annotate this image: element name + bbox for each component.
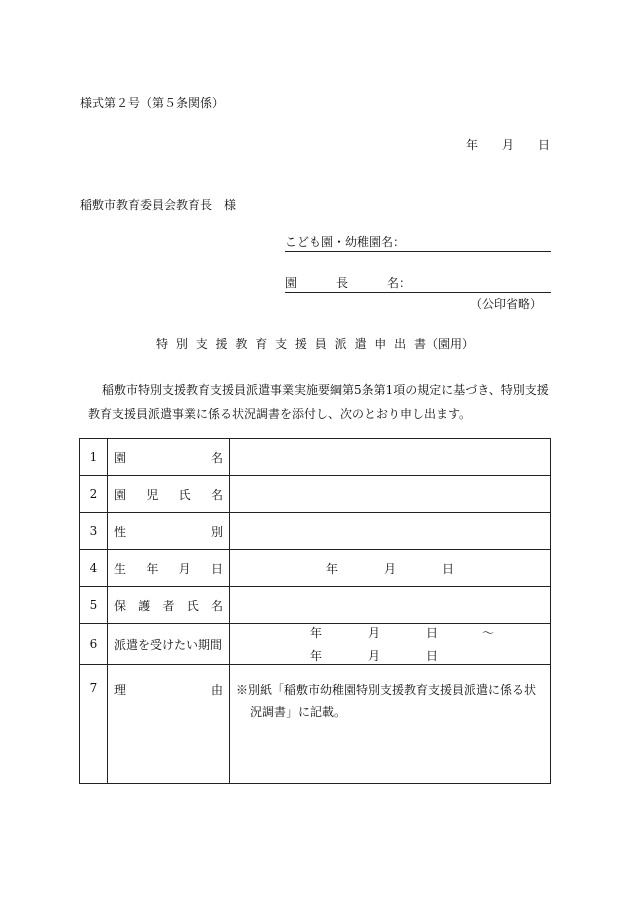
- row-label: 生 年 月 日: [108, 550, 230, 587]
- row-number: 1: [80, 439, 108, 476]
- table-row: [80, 624, 551, 665]
- school-name-field[interactable]: [285, 235, 551, 252]
- row-label: 園 名: [108, 439, 230, 476]
- range-tilde: ～: [481, 626, 494, 640]
- date-day: 日: [537, 138, 550, 152]
- reason-value[interactable]: [230, 665, 551, 784]
- row-label: 性 別: [108, 513, 230, 550]
- form-number: 様式第２号（第５条関係）: [80, 96, 225, 110]
- row-label: 理 由: [108, 665, 230, 784]
- row-number: 3: [80, 513, 108, 550]
- kindergarten-name-value[interactable]: [230, 439, 551, 476]
- application-table: [79, 438, 551, 784]
- body-paragraph: 稲敷市特別支援教育支援員派遣事業実施要綱第5条第1項の規定に基づき、特別支援教育支援員派遣事業に係る状況調書を添付し、次のとおり申し出ます。: [88, 383, 549, 421]
- school-name-label: こども園・幼稚園名：: [285, 235, 406, 249]
- date-line: [466, 138, 550, 152]
- table-row: [80, 550, 551, 587]
- table-row: [80, 439, 551, 476]
- row-label: 園 児 氏 名: [108, 476, 230, 513]
- seal-omitted-note: （公印省略）: [470, 297, 543, 311]
- row-label: 保 護 者 氏 名: [108, 587, 230, 624]
- table-row: [80, 476, 551, 513]
- principal-name-label: 園 長 名：: [285, 276, 411, 290]
- document-title: 特 別 支 援 教 育 支 援 員 派 遣 申 出 書（園用）: [156, 337, 474, 351]
- guardian-name-value[interactable]: [230, 587, 551, 624]
- date-year: 年: [466, 138, 479, 152]
- reason-note: ※別紙「稲敷市幼稚園特別支援教育支援員派遣に係る状況調書」に記載。: [236, 683, 537, 719]
- row-number: 7: [80, 665, 108, 784]
- row-number: 2: [80, 476, 108, 513]
- row-label: 派遣を受けたい期間: [108, 624, 230, 665]
- addressee: 稲敷市教育委員会教育長 様: [80, 198, 237, 212]
- gender-value[interactable]: [230, 513, 551, 550]
- table-row: [80, 665, 551, 784]
- row-number: 4: [80, 550, 108, 587]
- row-number: 5: [80, 587, 108, 624]
- table-row: [80, 587, 551, 624]
- date-month: 月: [501, 138, 514, 152]
- principal-name-field[interactable]: [285, 276, 551, 293]
- table-row: [80, 513, 551, 550]
- row-number: 6: [80, 624, 108, 665]
- dispatch-period-value[interactable]: 年 月 日 ～ 年 月 日: [230, 624, 551, 665]
- birthdate-value[interactable]: 年 月 日: [230, 550, 551, 587]
- child-name-value[interactable]: [230, 476, 551, 513]
